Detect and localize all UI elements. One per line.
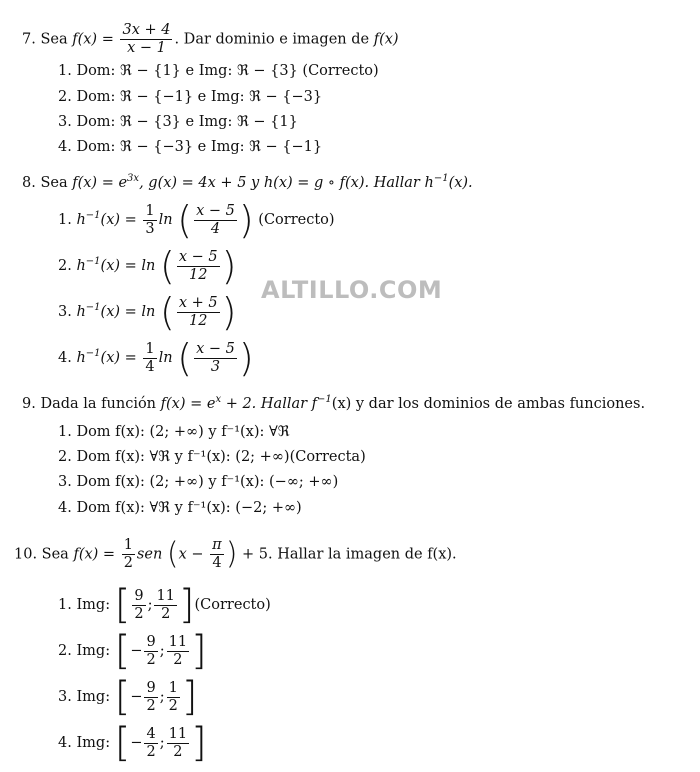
q10-option-2: 2. Img: [− $\frac{9}{2}$ ; $\frac{11}{2}$ ] [58,628,207,674]
left-bracket: [ [114,674,131,720]
frac-num: x − 5 [196,202,235,219]
q8-number: 8. [22,175,36,191]
a-sign: − [130,735,143,751]
watermark: ALTILLO.COM [261,276,443,304]
b-num: 11 [168,725,188,742]
option-number: 2. [58,89,72,105]
a-den: 2 [146,743,156,760]
option-lhs: h [76,258,86,274]
q9-option-4 [58,499,302,517]
question-7 [22,22,399,57]
q9-pre: Dada la función [40,396,157,412]
frac-num: x − 5 [178,248,218,265]
right-paren: ) [225,536,238,572]
question-8 [22,170,473,192]
q10-pre: Sea [41,546,69,563]
q10-coef [122,537,135,572]
q10-a: f(x) = [73,546,116,563]
a-den: 2 [134,605,144,622]
option-sup: −1 [85,302,101,313]
a-num: 9 [146,679,156,696]
q7-frac-den: x − 1 [127,40,166,56]
option-number: 4. [58,350,72,366]
right-paren: ) [238,336,254,380]
q9-a: f(x) = e [160,396,216,412]
q7-option-1 [58,62,379,80]
a-num: 9 [146,633,156,650]
option-text: Dom f(x): (2; +∞) y f⁻¹(x): ∀ℜ [76,424,290,440]
q8-a-sup: 3x [127,173,140,184]
coef-den: 2 [123,555,133,571]
option-tail: (Correcto) [258,212,335,228]
q8-option-1 [58,198,335,242]
left-paren: ( [166,536,179,572]
frac-den: 12 [188,266,208,283]
frac-num: x + 5 [178,294,218,311]
left-bracket: [ [114,582,131,628]
option-number: 1. [58,597,72,613]
frac-den: 4 [210,220,221,237]
q8-b-sup: −1 [433,173,449,184]
a-num: 4 [146,725,156,742]
option-label: Img: [76,643,111,659]
option-number: 3. [58,304,72,320]
question-9 [22,391,645,413]
coef-num: 1 [145,202,155,219]
q7-option-2 [58,88,322,106]
b-num: 11 [156,587,175,604]
option-number: 4. [58,139,72,155]
option-number: 1. [58,63,72,79]
option-sup: −1 [85,348,101,359]
q9-b-sup: −1 [317,394,332,405]
option-text: Dom f(x): ∀ℜ y f⁻¹(x): (2; +∞)(Correcta) [76,449,366,465]
q8-option-2 [58,244,237,288]
option-text: Dom: ℜ − {−3} e Img: ℜ − {−1} [76,139,323,155]
frac-den: 3 [210,358,221,375]
option-text: Dom: ℜ − {−1} e Img: ℜ − {−3} [76,89,323,105]
left-paren: ( [177,336,193,380]
option-frac [194,341,237,376]
q7-option-4 [58,138,322,156]
option-number: 3. [58,474,72,490]
option-tail: (Correcto) [194,597,271,613]
a-num: 9 [134,587,144,604]
option-lhs: h [76,304,86,320]
frac-num: x − 5 [196,340,235,357]
option-ln: ln [141,304,156,320]
option-lhs2: (x) = [100,304,137,320]
q9-option-2 [58,448,366,466]
q8-c: (x). [448,175,473,191]
a-frac [144,680,157,715]
option-lhs: h [76,212,86,228]
option-label: Img: [76,735,111,751]
q10-option-4: 4. Img: [− $\frac{4}{2}$ ; $\frac{11}{2}$ ] [58,720,207,766]
option-number: 4. [58,735,72,751]
b-frac [167,726,189,761]
option-text: Dom f(x): ∀ℜ y f⁻¹(x): (−2; +∞) [76,500,302,516]
a-den: 2 [146,697,156,714]
option-coef [143,203,156,238]
coef-num: 1 [145,340,155,357]
option-number: 2. [58,643,72,659]
q7-number: 7. [22,31,36,48]
option-number: 3. [58,689,72,705]
right-paren: ) [238,198,254,242]
q9-number: 9. [22,396,36,412]
right-bracket: ] [191,628,207,674]
question-10 [14,537,457,572]
option-number: 3. [58,114,72,130]
a-frac [144,726,157,761]
left-paren: ( [160,244,175,288]
b-den: 2 [173,743,183,760]
q10-option-1: 1. Img: [ $\frac{9}{2}$ ; $\frac{11}{2}$ ](Correcto) [58,582,271,628]
q7-option-3 [58,113,298,131]
q10-pi-frac [210,537,224,572]
option-text: Dom: ℜ − {1} e Img: ℜ − {3} (Correcto) [76,63,379,79]
q10-number: 10. [14,546,38,563]
q8-option-3 [58,290,237,334]
option-label: Img: [76,689,111,705]
left-bracket: [ [114,720,131,766]
q9-c: (x) y dar los dominios de ambas funciones. [331,396,646,412]
option-lhs2: (x) = [100,350,137,366]
q8-option-4 [58,336,254,380]
a-sign: − [130,689,143,705]
q10-post: + 5. Hallar la imagen de f(x). [242,546,457,563]
b-den: 2 [173,651,183,668]
q7-tail: f(x) [373,31,399,48]
coef-den: 3 [145,220,155,237]
q9-a-sup: x [215,394,222,405]
q9-b: + 2. Hallar f [225,396,318,412]
option-number: 2. [58,258,72,274]
q7-fraction [120,22,172,57]
left-paren: ( [160,290,175,334]
q10-x: x − [178,546,204,563]
b-frac [167,634,189,669]
option-sup: −1 [85,210,101,221]
option-text: Dom f(x): (2; +∞) y f⁻¹(x): (−∞; +∞) [76,474,339,490]
option-number: 2. [58,449,72,465]
right-bracket: ] [178,582,195,628]
left-paren: ( [177,198,193,242]
option-label: Img: [76,597,111,613]
q8-a: f(x) = e [72,175,128,191]
q9-option-1 [58,423,290,441]
right-paren: ) [221,244,237,288]
b-den: 2 [168,697,178,714]
q8-b: , g(x) = 4x + 5 y h(x) = g ∘ f(x). Hallar h [139,175,434,191]
coef-den: 4 [145,358,155,375]
option-lhs2: (x) = [100,258,137,274]
option-text: Dom: ℜ − {3} e Img: ℜ − {1} [76,114,298,130]
option-frac [177,295,220,330]
option-frac [194,203,237,238]
option-number: 1. [58,424,72,440]
left-bracket: [ [114,628,131,674]
right-bracket: ] [191,720,207,766]
b-den: 2 [161,605,171,622]
a-frac [144,634,157,669]
a-frac [132,588,145,623]
option-lhs: h [76,350,86,366]
q7-frac-num: 3x + 4 [122,22,171,38]
q10-option-3: 3. Img: [− $\frac{9}{2}$ ; $\frac{1}{2}$ ] [58,674,198,720]
b-num: 1 [168,679,178,696]
frac-den: 12 [188,312,208,329]
a-sign: − [130,643,143,659]
option-ln: ln [158,350,173,366]
q8-pre: Sea [40,175,68,191]
right-paren: ) [221,290,237,334]
q7-post: . Dar dominio e imagen de [174,31,370,48]
option-ln: ln [158,212,173,228]
q9-option-3 [58,473,338,491]
q10-sen: sen [136,546,163,563]
coef-num: 1 [123,537,133,553]
q7-pre: Sea [40,31,68,48]
option-number: 4. [58,500,72,516]
option-frac [177,249,220,284]
b-frac [154,588,176,623]
option-coef [143,341,156,376]
a-den: 2 [146,651,156,668]
option-sup: −1 [85,256,101,267]
pi-num: π [212,537,222,553]
pi-den: 4 [212,555,222,571]
right-bracket: ] [181,674,198,720]
option-number: 1. [58,212,72,228]
option-lhs2: (x) = [100,212,137,228]
b-num: 11 [168,633,188,650]
b-frac [167,680,180,715]
q7-fx: f(x) = [72,31,114,48]
option-ln: ln [141,258,156,274]
